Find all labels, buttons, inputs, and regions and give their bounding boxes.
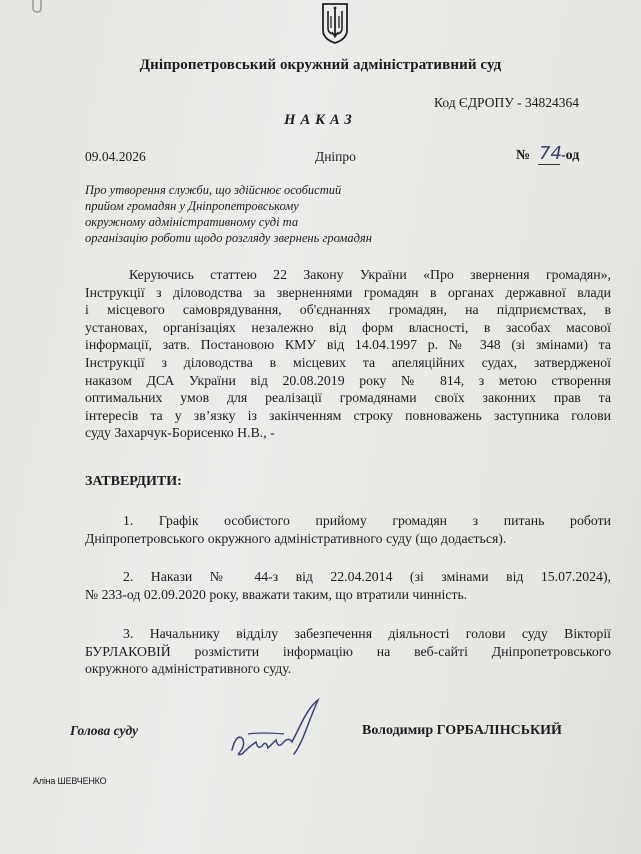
handwritten-signature xyxy=(222,694,332,764)
court-name: Дніпропетровський окружний адміністративний суд xyxy=(139,57,502,73)
signatory-name: Володимир ГОРБАЛІНСЬКИЙ xyxy=(362,723,562,738)
preamble-paragraph xyxy=(85,266,611,442)
subject-line: прийом громадян у Дніпропетровському xyxy=(85,199,299,213)
edrpou-code: Код ЄДРОПУ - 34824364 xyxy=(434,95,580,110)
item-line: 1. Графік особистого прийому громадян з питань роботи xyxy=(123,513,611,528)
paragraph-line: Інструкції з діловодства в місцевих та апеляційних судах, затвердженої xyxy=(85,354,611,370)
item-line: 2. Накази № 44-з від 22.04.2014 (зі змінами від 15.07.2024), xyxy=(123,569,611,584)
paragraph-line: наказом ДСА України від 20.08.2019 року № 814, з метою створення xyxy=(85,372,611,388)
paragraph-line: суду Захарчук-Борисенко Н.В., - xyxy=(85,425,275,441)
order-item-1 xyxy=(85,512,611,547)
coat-of-arms-icon xyxy=(320,2,350,44)
order-city: Дніпро xyxy=(315,149,356,164)
paragraph-line: Інструкції з діловодства за зверненнями громадян в органах державної влади xyxy=(85,284,611,300)
order-number-suffix: -од xyxy=(561,148,580,163)
signatory-position: Голова суду xyxy=(70,723,138,738)
item-line: 3. Начальнику відділу забезпечення діяльності голови суду Вікторії xyxy=(123,626,611,641)
executor-name: Аліна ШЕВЧЕНКО xyxy=(33,776,107,786)
paragraph-line: і місцевого самоврядування, об'єднаннях громадян, на підприємствах, в xyxy=(85,302,611,318)
subject-line: організацію роботи щодо розгляду звернень громадян xyxy=(85,231,372,245)
item-line: Дніпропетровського окружного адміністративного суду (що додається). xyxy=(85,530,507,546)
paragraph-line: установах, організаціях незалежно від форм власності, в засобах масової xyxy=(85,319,611,335)
order-item-3 xyxy=(85,625,611,678)
item-line: № 233-од 02.09.2020 року, вважати таким, що втратили чинність. xyxy=(85,586,468,602)
order-item-2 xyxy=(85,568,611,603)
approve-heading: ЗАТВЕРДИТИ: xyxy=(85,474,182,489)
paperclip-icon xyxy=(30,0,44,14)
order-number-prefix: № xyxy=(516,148,531,163)
subject-line: окружному адміністративному суді та xyxy=(85,215,299,229)
subject-line: Про утворення служби, що здійснює особистий xyxy=(85,183,342,197)
paragraph-line: Керуючись статтею 22 Закону України «Про звернення громадян», xyxy=(129,267,611,282)
order-number-underline xyxy=(538,164,560,165)
item-line: окружного адміністративного суду. xyxy=(85,661,292,677)
paragraph-line: інтересів та у зв’язку із закінченням строку повноважень заступника голови xyxy=(85,407,611,423)
order-number xyxy=(516,145,596,167)
order-date: 09.04.2026 xyxy=(85,149,146,164)
paragraph-line: оптимальних умов для реалізації громадянами своїх законних прав та xyxy=(85,390,611,406)
order-number-value: 74 xyxy=(539,143,562,164)
paragraph-line: інформації, затв. Постановою КМУ від 14.04.1997 р. № 348 (зі змінами) та xyxy=(85,337,611,353)
item-line: БУРЛАКОВІЙ розмістити інформацію на веб-сайті Дніпропетровського xyxy=(85,643,611,659)
document-title: НАКАЗ xyxy=(284,112,357,128)
